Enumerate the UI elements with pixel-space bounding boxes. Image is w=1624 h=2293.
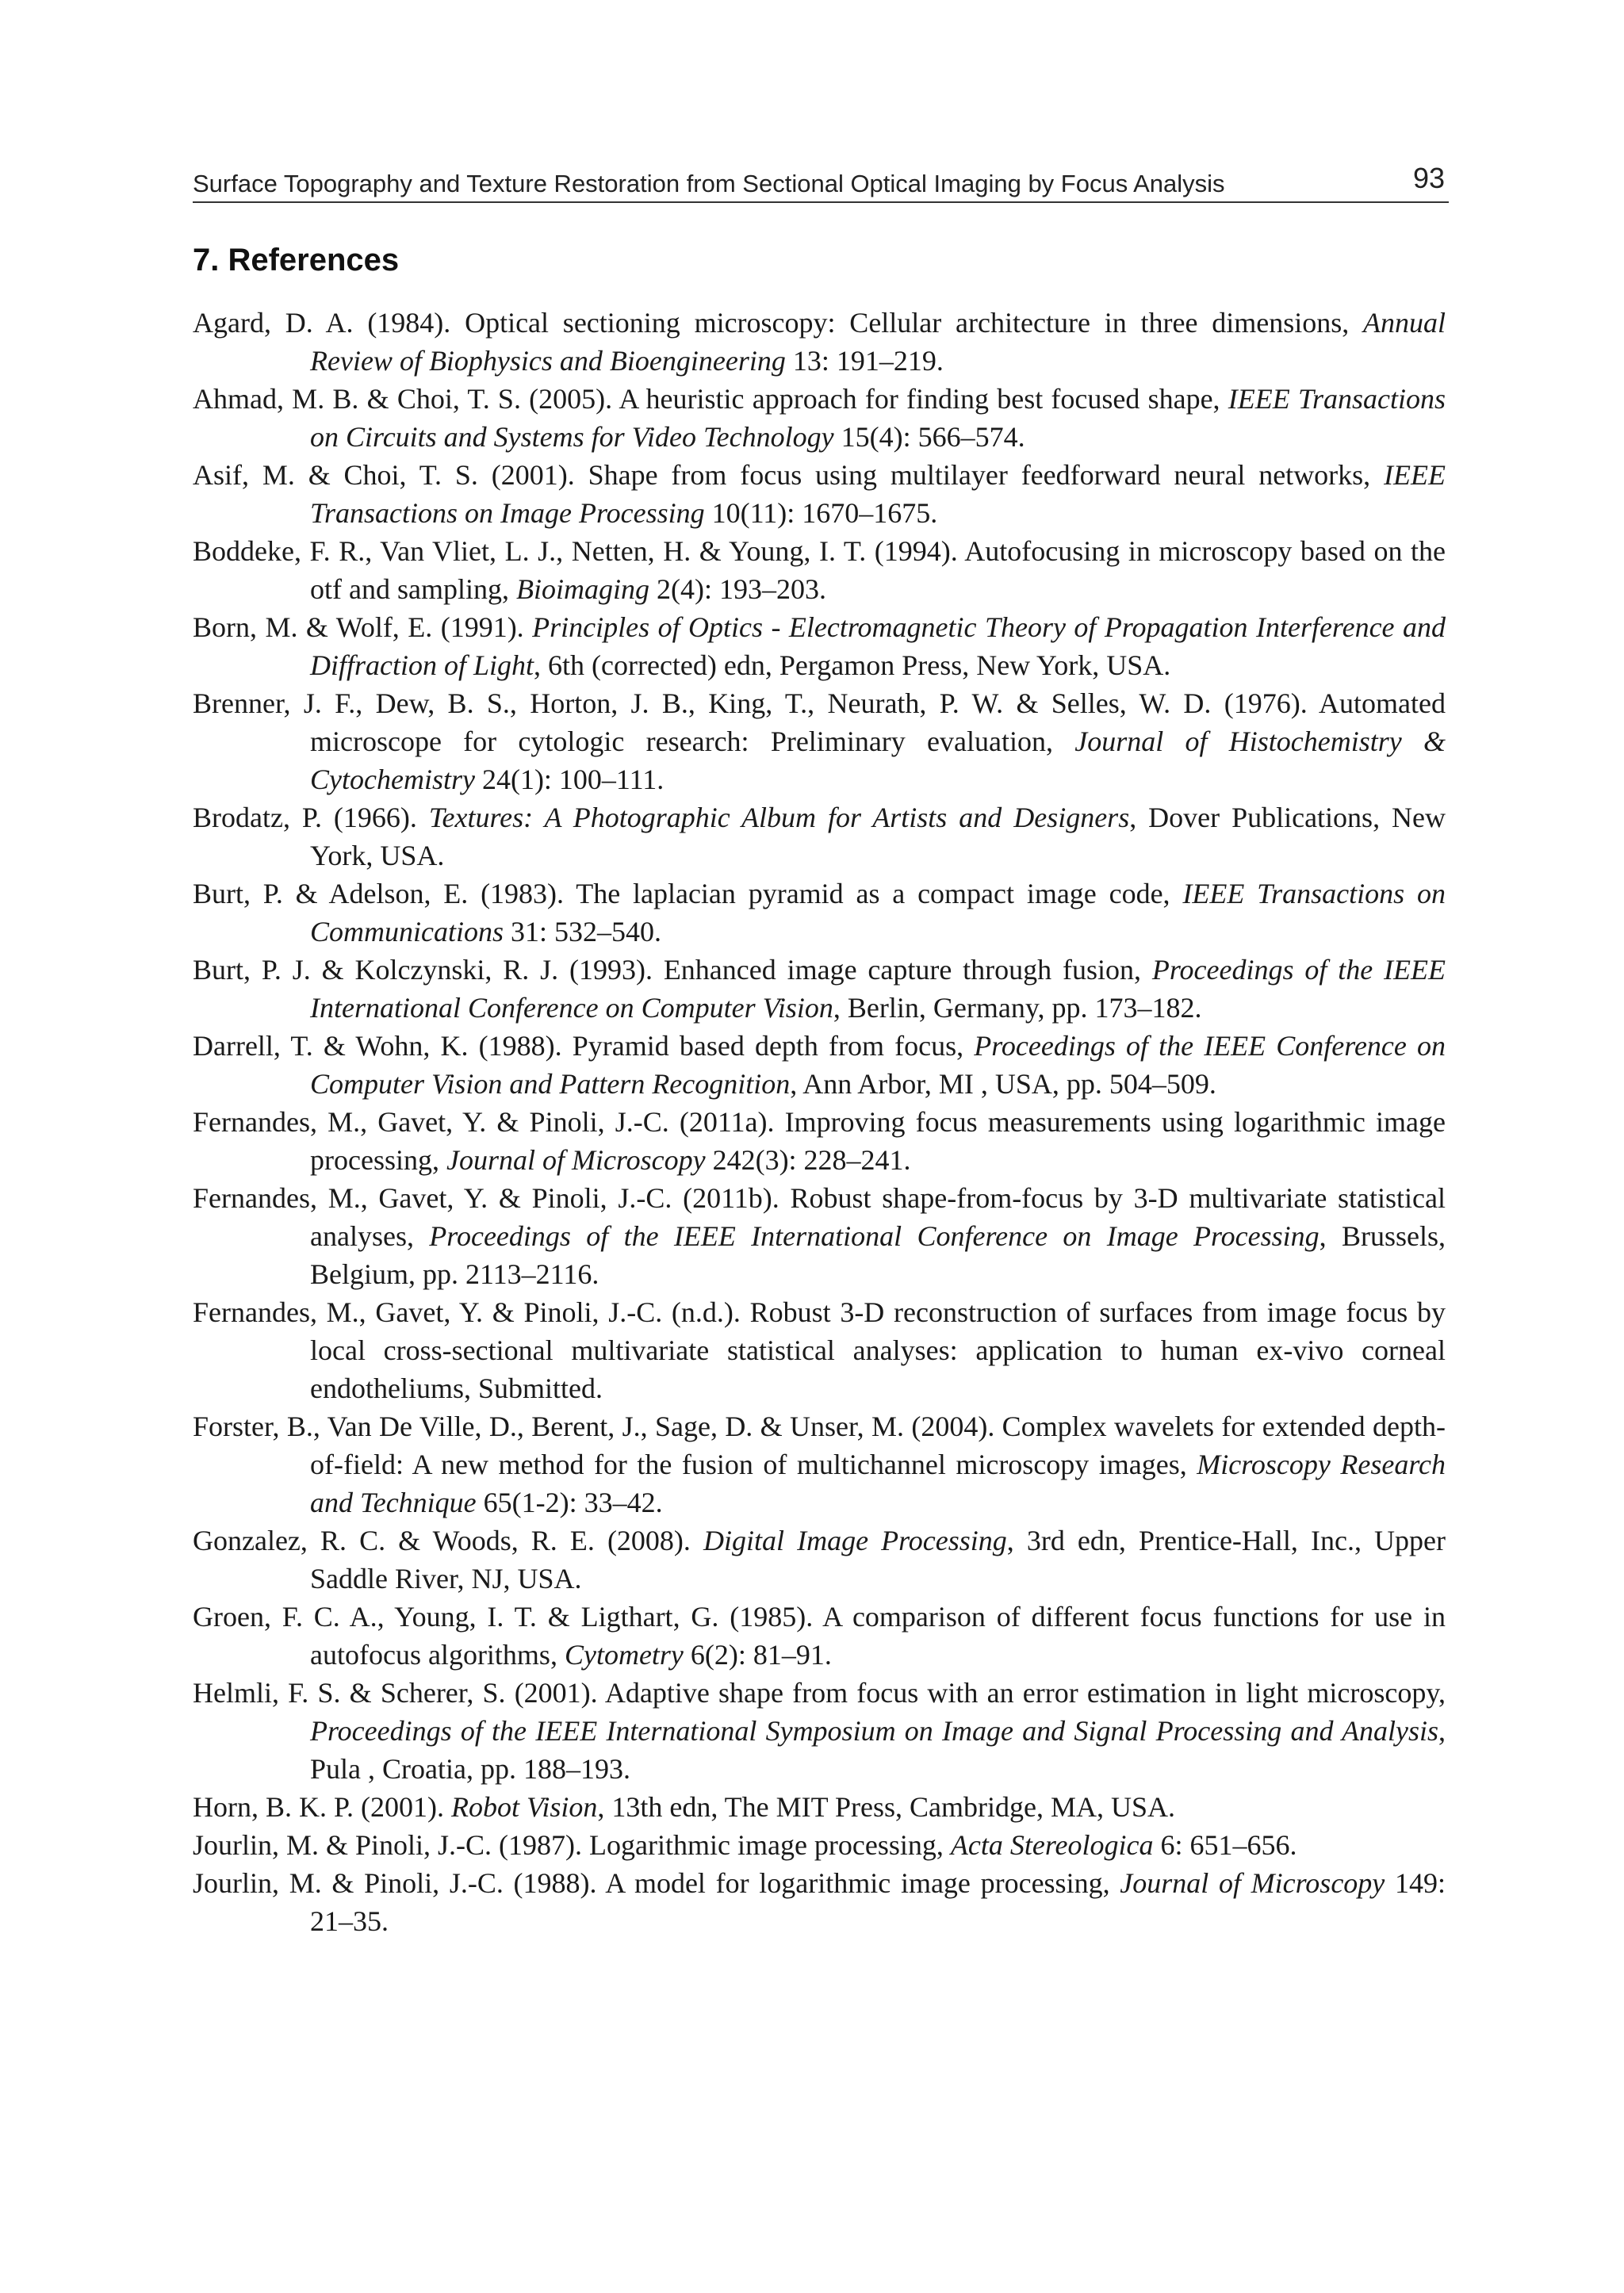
reference-text: Fernandes, M., Gavet, Y. & Pinoli, J.-C. (2011b). Robust shape-from-focus by 3-D multivariate statistical analyses,	[193, 1182, 1446, 1252]
reference-item	[193, 1788, 1446, 1826]
reference-details: 65(1-2): 33–42.	[476, 1487, 663, 1518]
reference-item	[193, 1293, 1446, 1407]
reference-list	[193, 304, 1446, 1940]
reference-item	[193, 304, 1446, 380]
reference-item	[193, 1407, 1446, 1522]
reference-item	[193, 532, 1446, 608]
reference-book-title: Digital Image Processing	[703, 1525, 1007, 1556]
reference-item	[193, 1864, 1446, 1940]
reference-text: Burt, P. & Adelson, E. (1983). The laplacian pyramid as a compact image code,	[193, 878, 1183, 909]
reference-item	[193, 798, 1446, 875]
reference-text: Agard, D. A. (1984). Optical sectioning microscopy: Cellular architecture in three dimensions,	[193, 307, 1363, 339]
reference-details: , Berlin, Germany, pp. 173–182.	[833, 992, 1202, 1024]
reference-details: 2(4): 193–203.	[649, 573, 826, 605]
reference-venue: Proceedings of the IEEE International Symposium on Image and Signal Processing and Analysis	[310, 1715, 1438, 1747]
reference-details: 13: 191–219.	[785, 345, 944, 377]
reference-text: Brodatz, P. (1966).	[193, 802, 429, 833]
reference-text: Burt, P. J. & Kolczynski, R. J. (1993). Enhanced image capture through fusion,	[193, 954, 1152, 986]
reference-item	[193, 1522, 1446, 1598]
reference-item	[193, 380, 1446, 456]
reference-item	[193, 1179, 1446, 1293]
running-title: Surface Topography and Texture Restoration from Sectional Optical Imaging by Focus Analysis	[193, 170, 1225, 197]
reference-text: Fernandes, M., Gavet, Y. & Pinoli, J.-C. (2011a). Improving focus measurements using logarithmic image processing,	[193, 1106, 1446, 1176]
reference-text: Jourlin, M. & Pinoli, J.-C. (1988). A model for logarithmic image processing,	[193, 1867, 1120, 1899]
reference-text: Asif, M. & Choi, T. S. (2001). Shape from focus using multilayer feedforward neural networks,	[193, 459, 1385, 491]
reference-details: 6: 651–656.	[1153, 1829, 1297, 1861]
reference-venue: Proceedings of the IEEE International Conference on Computer Vision	[310, 954, 1446, 1024]
reference-text: Brenner, J. F., Dew, B. S., Horton, J. B., King, T., Neurath, P. W. & Selles, W. D. (1976). Automated microscope for cytologic research: Preliminary evaluation,	[193, 687, 1446, 757]
reference-details: , 13th edn, The MIT Press, Cambridge, MA, USA.	[597, 1791, 1175, 1823]
reference-venue: Microscopy Research and Technique	[310, 1449, 1446, 1518]
reference-details: , Brussels, Belgium, pp. 2113–2116.	[310, 1220, 1446, 1290]
reference-item	[193, 608, 1446, 684]
page-number: 93	[1412, 162, 1445, 194]
reference-item	[193, 1674, 1446, 1788]
reference-venue: IEEE Transactions on Communications	[310, 878, 1446, 947]
reference-text: Gonzalez, R. C. & Woods, R. E. (2008).	[193, 1525, 703, 1556]
reference-details: 242(3): 228–241.	[705, 1144, 911, 1176]
reference-item	[193, 1027, 1446, 1103]
reference-details: , Pula , Croatia, pp. 188–193.	[310, 1715, 1446, 1785]
reference-venue: IEEE Transactions on Circuits and Systems for Video Technology	[310, 383, 1446, 453]
reference-item	[193, 1103, 1446, 1179]
reference-item	[193, 1598, 1446, 1674]
reference-item	[193, 1826, 1446, 1864]
reference-venue: Acta Stereologica	[950, 1829, 1154, 1861]
reference-details: , 3rd edn, Prentice-Hall, Inc., Upper Saddle River, NJ, USA.	[310, 1525, 1446, 1594]
reference-details: 10(11): 1670–1675.	[704, 497, 938, 529]
reference-details: 31: 532–540.	[504, 916, 662, 947]
reference-venue: Proceedings of the IEEE International Conference on Image Processing	[429, 1220, 1320, 1252]
reference-text: Forster, B., Van De Ville, D., Berent, J., Sage, D. & Unser, M. (2004). Complex wavelets for extended depth-of-field: A new method for the fusion of multichannel microscopy images,	[193, 1411, 1446, 1480]
reference-text: Ahmad, M. B. & Choi, T. S. (2005). A heuristic approach for finding best focused shape,	[193, 383, 1228, 415]
reference-text: Darrell, T. & Wohn, K. (1988). Pyramid based depth from focus,	[193, 1030, 975, 1062]
reference-venue: Principles of Optics - Electromagnetic Theory of Propagation Interference and Diffraction of Light	[310, 611, 1446, 681]
reference-book-title: Robot Vision	[451, 1791, 598, 1823]
reference-item	[193, 456, 1446, 532]
reference-text: Boddeke, F. R., Van Vliet, L. J., Netten, H. & Young, I. T. (1994). Autofocusing in microscopy based on the otf and sampling,	[193, 535, 1446, 605]
reference-venue: IEEE Transactions on Image Processing	[310, 459, 1446, 529]
reference-text: Jourlin, M. & Pinoli, J.-C. (1987). Logarithmic image processing,	[193, 1829, 951, 1861]
reference-item	[193, 684, 1446, 798]
reference-venue: Proceedings of the IEEE Conference on Computer Vision and Pattern Recognition	[310, 1030, 1446, 1100]
reference-text: Groen, F. C. A., Young, I. T. & Ligthart, G. (1985). A comparison of different focus functions for use in autofocus algorithms,	[193, 1601, 1446, 1671]
reference-text: Helmli, F. S. & Scherer, S. (2001). Adaptive shape from focus with an error estimation in light microscopy,	[193, 1677, 1446, 1709]
reference-details: , Dover Publications, New York, USA.	[310, 802, 1446, 871]
reference-details: 24(1): 100–111.	[474, 764, 665, 795]
section-title: 7. References	[193, 243, 400, 278]
reference-venue: Annual Review of Biophysics and Bioengineering	[310, 307, 1446, 377]
reference-details: 6(2): 81–91.	[683, 1639, 832, 1671]
reference-item	[193, 875, 1446, 951]
reference-details: , 6th (corrected) edn, Pergamon Press, New York, USA.	[534, 649, 1171, 681]
reference-text: Horn, B. K. P. (2001).	[193, 1791, 452, 1823]
reference-details: 15(4): 566–574.	[833, 421, 1025, 453]
reference-venue: Bioimaging	[515, 573, 649, 605]
reference-venue: Cytometry	[564, 1639, 684, 1671]
reference-text: Born, M. & Wolf, E. (1991).	[193, 611, 533, 643]
reference-details: 149: 21–35.	[310, 1867, 1446, 1937]
reference-venue: Journal of Microscopy	[1120, 1867, 1385, 1899]
reference-venue: Textures: A Photographic Album for Artists and Designers	[428, 802, 1130, 833]
reference-venue: Journal of Microscopy	[446, 1144, 706, 1176]
reference-text: Fernandes, M., Gavet, Y. & Pinoli, J.-C. (n.d.). Robust 3-D reconstruction of surfaces from image focus by local cross-sectional multivariate statistical analyses: application to human ex-vivo corneal endotheliums, Submitted.	[193, 1296, 1446, 1404]
reference-venue: Journal of Histochemistry & Cytochemistry	[310, 725, 1446, 795]
reference-details: , Ann Arbor, MI , USA, pp. 504–509.	[790, 1068, 1216, 1100]
reference-item	[193, 951, 1446, 1027]
running-header	[193, 162, 1449, 203]
